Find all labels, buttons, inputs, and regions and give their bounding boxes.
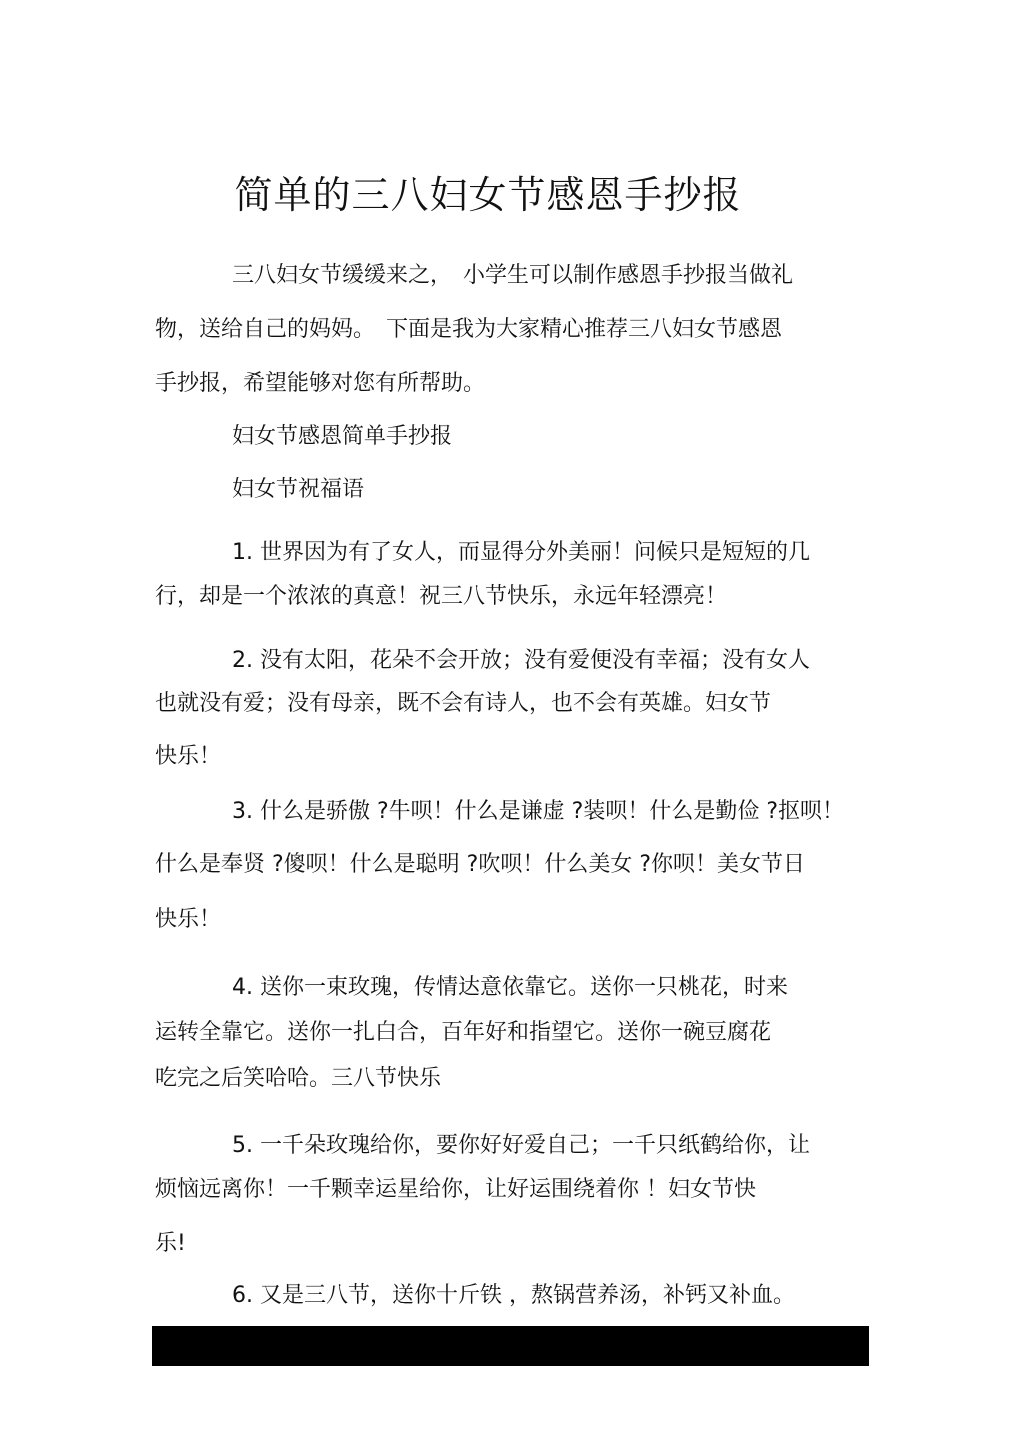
blessing-4-line-1: 4. 送你一束玫瑰，传情达意依靠它。送你一只桃花，时来 <box>232 975 788 1000</box>
blessing-6-line-1: 6. 又是三八节，送你十斤铁 ，熬锅营养汤，补钙又补血。 <box>232 1283 795 1308</box>
blessing-4-line-2: 运转全靠它。送你一扎白合，百年好和指望它。送你一碗豆腐花 <box>155 1020 772 1045</box>
blessing-3-line-2: 什么是奉贤 ?傻呗！什么是聪明 ?吹呗！什么美女 ?你呗！美女节日 <box>155 852 806 877</box>
section-heading: 妇女节感恩简单手抄报 <box>232 424 453 449</box>
blessing-3-line-3: 快乐！ <box>155 907 222 932</box>
blessing-2-line-2: 也就没有爱；没有母亲，既不会有诗人，也不会有英雄。妇女节 <box>155 691 772 716</box>
blessing-2-line-3: 快乐！ <box>155 744 222 769</box>
intro-line-3: 手抄报，希望能够对您有所帮助。 <box>155 371 486 396</box>
redaction-bar <box>152 1326 869 1366</box>
blessing-1-line-2: 行，却是一个浓浓的真意！祝三八节快乐，永远年轻漂亮！ <box>155 584 728 609</box>
blessing-2-line-1: 2. 没有太阳，花朵不会开放；没有爱便没有幸福；没有女人 <box>232 648 810 673</box>
blessing-5-line-3: 乐! <box>155 1231 186 1256</box>
blessing-3-line-1: 3. 什么是骄傲 ?牛呗！什么是谦虚 ?装呗！什么是勤俭 ?抠呗！ <box>232 799 844 824</box>
intro-line-2: 物，送给自己的妈妈。 下面是我为大家精心推荐三八妇女节感恩 <box>155 317 783 342</box>
blessing-5-line-1: 5. 一千朵玫瑰给你，要你好好爱自己；一千只纸鹤给你，让 <box>232 1133 810 1158</box>
subsection-heading: 妇女节祝福语 <box>232 477 365 502</box>
blessing-5-line-2: 烦恼远离你！一千颗幸运星给你，让好运围绕着你 ！妇女节快 <box>155 1177 756 1202</box>
page-title: 简单的三八妇女节感恩手抄报 <box>234 173 742 218</box>
blessing-4-line-3: 吃完之后笑哈哈。三八节快乐 <box>155 1066 442 1091</box>
intro-line-1: 三八妇女节缓缓来之， 小学生可以制作感恩手抄报当做礼 <box>232 263 794 288</box>
blessing-1-line-1: 1. 世界因为有了女人，而显得分外美丽！问候只是短短的几 <box>232 540 810 565</box>
